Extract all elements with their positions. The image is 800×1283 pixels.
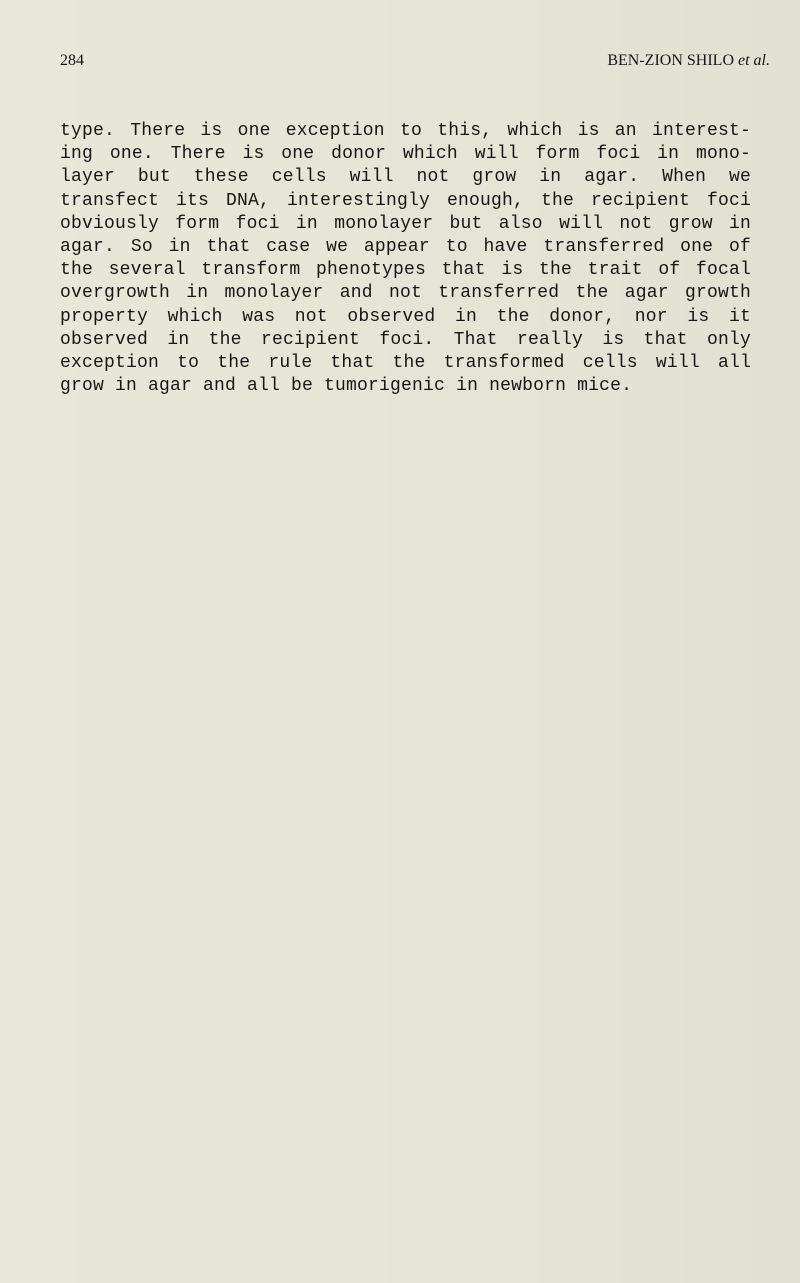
text-line: obviously form foci in monolayer but also will not grow in <box>60 213 751 234</box>
running-head <box>60 52 770 76</box>
text-line: transfect its DNA, interestingly enough, the recipient foci <box>60 190 751 211</box>
text-line: grow in agar and all be tumorigenic in newborn mice. <box>60 376 633 397</box>
text-line: overgrowth in monolayer and not transferred the agar growth <box>60 283 751 304</box>
text-line: observed in the recipient foci. That really is that only <box>60 329 751 350</box>
text-line: the several transform phenotypes that is the trait of focal <box>60 260 751 281</box>
running-head-etal: et al. <box>738 52 770 69</box>
running-head-authors: BEN-ZION SHILO <box>607 52 734 69</box>
text-line: property which was not observed in the donor, nor is it <box>60 306 751 327</box>
text-line: ing one. There is one donor which will form foci in mono- <box>60 144 751 165</box>
running-head-title <box>607 52 770 70</box>
page-number: 284 <box>60 52 84 69</box>
text-line: layer but these cells will not grow in agar. When we <box>60 167 751 188</box>
body-paragraph <box>60 120 751 398</box>
text-line: agar. So in that case we appear to have transferred one of <box>60 237 751 258</box>
text-line: type. There is one exception to this, which is an interest- <box>60 121 751 141</box>
text-line: exception to the rule that the transformed cells will all <box>60 353 751 374</box>
